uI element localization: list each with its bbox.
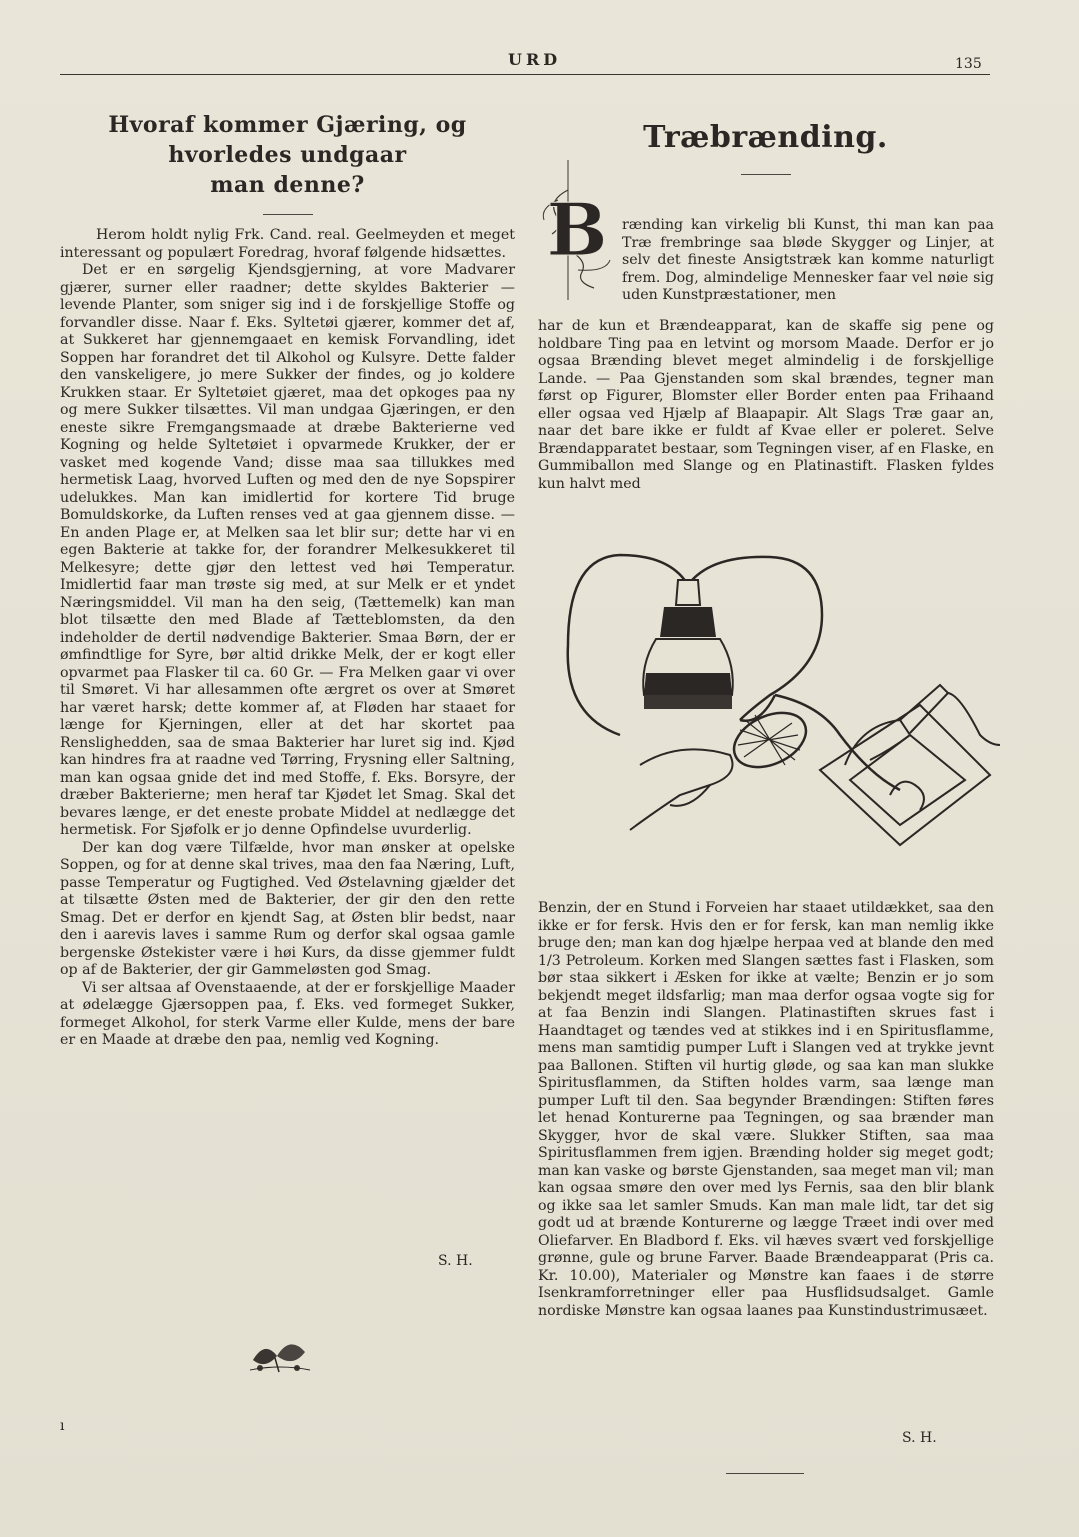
right-headline-rule [741,174,791,175]
bottle-icon [643,580,733,709]
right-body-2 [538,900,994,1320]
journal-title: URD [508,50,562,69]
wood-burning-illustration [560,545,1000,875]
butterfly-ornament-icon [245,1330,315,1375]
right-intro [622,217,994,305]
right-body-1 [538,318,994,493]
left-headline-line2: man denne? [210,172,365,198]
right-paragraph-2: Benzin, der en Stund i Forveien har staaet utildækket, saa den ikke er for fersk. Hvis den er for fersk, kan man nemlig ikke bruge den; man kan dog hjælpe herpaa ved at blande den med 1/3 Petroleum. Korken med Slangen sættes fast i Flasken, som bør staa sikkert i Æsken for ikke at vælte; Benzin er jo som bekjendt meget ildsfarlig; man maa derfor ogsaa vogte sig for at faa Benzin indi Slangen. Platinastiften skrues fast i Haandtaget og tændes ved at stikkes ind i en Spiritusflamme, mens man samtidig pumper Luft i Slangen ved at trykke jevnt paa Ballonen. Stiften vil hurtig gløde, og saa kan man slukke Spiritusflammen, da Stiften holdes varm, saa længe man pumper Luft til den. Saa begynder Brændingen: Stiften føres let henad Konturerne paa Tegningen, og saa brænder man Skygger, hvor de skal være. Slukker Stiften, saa maa Spiritusflammen frem igjen. Brænding holder sig meget godt; man kan vaske og børste Gjenstanden, saa meget man vil; man kan ogsaa smøre den over med lys Fernis, saa den blir blank og ikke saa let samler Smuds. Kan man male lidt, tar det sig godt ud at brænde Konturerne og lægge Træet indi over med Oliefarver. En Bladbord f. Eks. vil hæves svært ved forskjellige grønne, gule og brune Farver. Baade Brændeapparat (Pris ca. Kr. 10.00), Materialer og Mønstre kan faaes i de større Isenkramforretninger eller paa Husflidsudsalget. Gamle nordiske Mønstre kan ogsaa laanes paa Kunstindustrimusæet. [538,900,994,1319]
header-rule [60,74,990,75]
right-paragraph-1: har de kun et Brændeapparat, kan de skaffe sig pene og holdbare Ting paa en letvint og morsom Maade. Derfor er jo ogsaa Brænding blevet meget almindelig i de forskjellige Lande. — Paa Gjenstanden som skal brændes, tegner man først op Figurer, Blomster eller Border enten paa Frihaand eller ogsaa ved Hjælp af Blaapapir. Alt Slags Træ gaar an, naar det bare ikke er fuldt af Kvae eller er poleret. Selve Brændapparatet bestaar, som Tegningen viser, af en Flaske, en Gummiballon med Slange og en Platinastift. Flasken fyldes kun halvt med [538,318,994,492]
right-intro-text: rænding kan virkelig bli Kunst, thi man kan paa Træ frembringe saa bløde Skygger og Linjer, at selv det fineste Ansigtstræk kan komme naturligt frem. Dog, almindelige Mennesker faar vel nøie sig uden Kunstpræstationer, men [622,217,994,303]
running-header [0,50,1079,80]
right-headline: Træbrænding. [643,120,888,155]
dropcap-flourish-icon [538,160,616,300]
left-paragraph-1: Herom holdt nylig Frk. Cand. real. Geelmeyden et meget interessant og populært Foredrag, hvoraf følgende hidsættes. [60,227,515,261]
margin-mark: ı [60,1418,65,1434]
left-body [60,227,515,1050]
left-paragraph-2: Det er en sørgelig Kjendsgjerning, at vore Madvarer gjærer, surner eller raadner; dette skyldes Bakterier — levende Planter, som sniger sig ind i de forskjellige Stoffe og forvandler disse. Naar f. Eks. Syltetøi gjærer, kommer det af, at Sukkeret har gjennemgaaet en kemisk Forvandling, idet Soppen har forandret det til Alkohol og Kulsyre. Dette falder den vanskeligere, jo mere Sukker der findes, og jo koldere Krukken staar. Er Syltetøiet gjæret, maa det opkoges paa ny og mere Sukker tilsættes. Vil man undgaa Gjæringen, er den eneste sikre Fremgangsmaade at dræbe Bakterierne ved Kogning og helde Syltetøiet i opvarmede Krukker, der er vasket med kogende Vand; disse maa saa tillukkes med hermetisk Laag, hvorved Luften og med den de nye Sopspirer udelukkes. Man kan imidlertid for kortere Tid bruge Bomuldskorke, da Luften renses ved at gaa gjennem disse. — En anden Plage er, at Melken saa let blir sur; dette har vi en egen Bakterie at takke for, der forandrer Melkesukkeret til Melkesyre; dette gjør den lettest ved høi Temperatur. Imidlertid faar man trøste sig med, at sur Melk er et yndet Næringsmiddel. Vil man ha den seig, (Tættemelk) kan man blot tilsætte den med Blade af Tætteblomsten, da den indeholder de dertil nødvendige Bakterier. Smaa Børn, der er ømfindtlige for Syre, bør altid drikke Melk, der er kogt eller opvarmet paa Flasker til ca. 60 Gr. — Fra Melken gaar vi over til Smøret. Vi har allesammen ofte ærgret os over at Smøret har været harsk; dette kommer af, at Fløden har staaet for længe for Kjerningen, eller at det har skortet paa Renslighedden, saa de smaa Bakterier har luret sig ind. Kjød kan hindres fra at raadne ved Tørring, Frysning eller Saltning, man kan ogsaa gnide det ind med Stoffe, f. Eks. Borsyre, der dræber Bakterierne; men heraf tar Kjødet let Smag. Skal det bevares længe, er det eneste probate Middel at nedlægge det hermetisk. For Sjøfolk er jo denne Opfindelse uvurderlig. [60,262,515,838]
dropcap-letter: B [546,187,608,272]
end-rule [726,1473,804,1474]
left-headline-rule [263,214,313,215]
dropcap [538,160,616,300]
right-signature: S. H. [902,1430,937,1446]
page-number: 135 [955,56,982,72]
left-headline [60,110,515,200]
left-paragraph-3: Der kan dog være Tilfælde, hvor man ønsker at opelske Soppen, og for at denne skal trives, maa den faa Næring, Luft, passe Temperatur og Fugtighed. Ved Østelavning gjælder det at tilsætte Østen med de Bakterier, der gir den den rette Smag. Det er derfor en kjendt Sag, at Østen blir bedst, naar den i aarevis laves i samme Rum og derfor skal ogsaa gamle bergenske Østekister være i høi Kurs, da disse gjemmer fuldt op af de Bakterier, der gir Gammeløsten god Smag. [60,839,515,978]
left-article [60,110,515,1050]
left-paragraph-4: Vi ser altsaa af Ovenstaaende, at der er forskjellige Maader at ødelægge Gjærsoppen paa, f. Eks. ved formeget Sukker, formeget Alkohol, for sterk Varme eller Kulde, mens der bare er en Maade at dræbe den paa, nemlig ved Kogning. [60,979,515,1048]
left-headline-line1: Hvoraf kommer Gjæring, og hvorledes undgaar [108,112,467,168]
left-signature: S. H. [438,1253,473,1269]
rubber-ballon-icon [725,702,814,778]
